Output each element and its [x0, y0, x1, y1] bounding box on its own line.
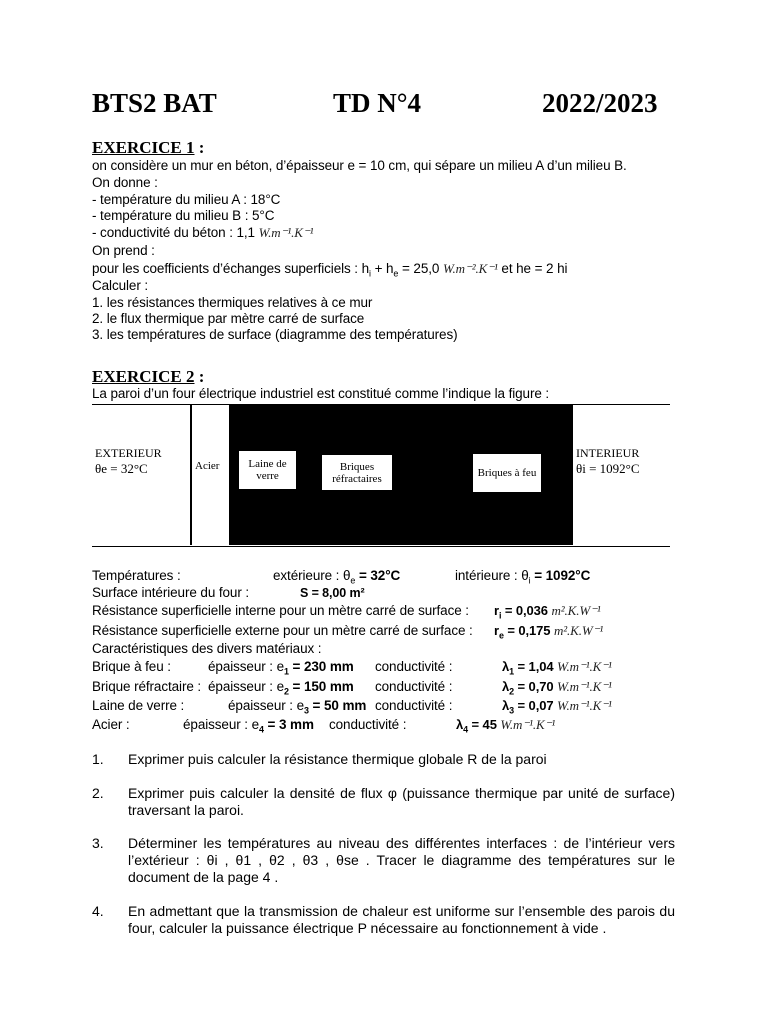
header-td-number: TD N°4 — [333, 88, 422, 118]
exercise-2-title-colon: : — [194, 367, 205, 386]
ex1-calculer: Calculer : — [92, 278, 149, 293]
temp-interior-text: intérieure : θ — [455, 568, 529, 583]
temp-exterior-sub: e — [350, 575, 356, 586]
material-conductivity-label: conductivité : — [329, 717, 407, 732]
temp-interior-value: = 1092°C — [530, 568, 591, 583]
lambda-symbol: λ — [502, 698, 510, 713]
thickness-sub: 2 — [284, 686, 289, 697]
fig-steel-label: Acier — [195, 460, 220, 472]
ex1-conductivity-unit: W.m⁻¹.K⁻¹ — [258, 225, 314, 240]
fig-refractory-box: Briques réfractaires — [322, 455, 392, 490]
temp-interior — [455, 568, 590, 586]
thickness-value: = 150 mm — [288, 679, 354, 694]
re-label: Résistance superficielle externe pour un mètre carré de surface : — [92, 623, 473, 638]
question-number: 3. — [92, 835, 104, 851]
ri-value: = 0,036 — [501, 603, 552, 618]
thickness-sub: 1 — [284, 666, 289, 677]
ex1-intro: on considère un mur en béton, d’épaisseur e = 10 cm, qui sépare un milieu A d’un milieu B. — [92, 158, 627, 173]
thickness-value: = 50 mm — [308, 698, 367, 713]
temp-exterior-value: = 32°C — [355, 568, 401, 583]
lambda-symbol: λ — [456, 717, 464, 732]
question-number: 2. — [92, 785, 104, 801]
material-thickness — [208, 679, 354, 697]
ex1-coefficients — [92, 261, 567, 279]
material-conductivity-label: conductivité : — [375, 659, 453, 674]
ex1-conductivity — [92, 225, 313, 241]
material-lambda — [502, 659, 612, 677]
ri-unit: m².K.W⁻¹ — [551, 603, 601, 618]
lambda-value: = 45 — [468, 717, 501, 732]
ex1-coef-d: et he = 2 hi — [497, 261, 568, 276]
lambda-symbol: λ — [502, 659, 510, 674]
exercise-1-title-colon: : — [194, 138, 205, 157]
thickness-label: épaisseur : e — [208, 659, 284, 674]
material-conductivity-label: conductivité : — [375, 698, 453, 713]
thickness-sub: 4 — [259, 724, 264, 735]
surface-value: S = 8,00 m² — [300, 586, 365, 600]
material-thickness — [208, 659, 354, 677]
question-text: Exprimer puis calculer la densité de flux φ (puissance thermique par unité de surface) traversant la paroi. — [128, 785, 675, 818]
material-lambda — [502, 698, 612, 716]
ex1-coef-a: pour les coefficients d’échanges superficiels : h — [92, 261, 370, 276]
lambda-unit: W.m⁻¹.K⁻¹ — [556, 698, 612, 713]
exercise-1-title-text: EXERCICE 1 — [92, 138, 195, 157]
lambda-value: = 1,04 — [514, 659, 557, 674]
ex1-question-1: 1. les résistances thermiques relatives à ce mur — [92, 295, 373, 310]
question-number: 1. — [92, 751, 104, 767]
lambda-unit: W.m⁻¹.K⁻¹ — [556, 659, 612, 674]
lambda-sub: 1 — [509, 666, 515, 677]
exercise-1-title — [92, 138, 204, 158]
material-name: Laine de verre : — [92, 698, 185, 713]
ex1-question-2: 2. le flux thermique par mètre carré de surface — [92, 311, 365, 326]
lambda-sub: 3 — [509, 705, 515, 716]
ex1-on-donne: On donne : — [92, 175, 158, 190]
temperatures-label: Températures : — [92, 568, 181, 583]
surface-label: Surface intérieure du four : — [92, 585, 250, 600]
ri-sub: i — [498, 610, 502, 621]
lambda-sub: 2 — [509, 686, 515, 697]
material-conductivity-label: conductivité : — [375, 679, 453, 694]
temp-exterior-text: extérieure : θ — [273, 568, 351, 583]
ri-value-line — [494, 603, 601, 621]
temp-exterior — [273, 568, 400, 586]
fig-interior-temp: θi = 1092°C — [576, 461, 640, 476]
ri-symbol: r — [494, 603, 499, 618]
thickness-value: = 3 mm — [263, 717, 314, 732]
material-lambda — [456, 717, 555, 735]
ex1-on-prend: On prend : — [92, 243, 155, 258]
question-text: En admettant que la transmission de chaleur est uniforme sur l’ensemble des parois du four, calculer la puissance électrique P nécessaire au fonctionnement à vide . — [128, 903, 675, 936]
lambda-unit: W.m⁻¹.K⁻¹ — [500, 717, 556, 732]
ex1-question-3: 3. les températures de surface (diagramme des températures) — [92, 327, 458, 342]
header-course: BTS2 BAT — [92, 88, 217, 118]
material-name: Brique à feu : — [92, 659, 171, 674]
question-text: Exprimer puis calculer la résistance thermique globale R de la paroi — [128, 751, 547, 767]
fig-interior-label: INTERIEUR — [576, 446, 640, 460]
thickness-label: épaisseur : e — [228, 698, 304, 713]
lambda-sub: 4 — [463, 724, 469, 735]
re-value-line — [494, 623, 603, 641]
materials-label: Caractéristiques des divers matériaux : — [92, 641, 322, 656]
thickness-sub: 3 — [304, 705, 309, 716]
ex1-coef-e: e — [393, 268, 399, 279]
lambda-value: = 0,70 — [514, 679, 557, 694]
fig-exterior-temp: θe = 32°C — [95, 461, 148, 476]
exercise-2-title-text: EXERCICE 2 — [92, 367, 195, 386]
re-value: = 0,175 — [503, 623, 554, 638]
material-thickness — [183, 717, 314, 735]
ex2-intro: La paroi d’un four électrique industriel est constitué comme l’indique la figure : — [92, 386, 550, 401]
thickness-label: épaisseur : e — [183, 717, 259, 732]
lambda-value: = 0,07 — [514, 698, 557, 713]
material-name: Brique réfractaire : — [92, 679, 202, 694]
ex1-temp-b: - température du milieu B : 5°C — [92, 208, 275, 223]
material-lambda — [502, 679, 612, 697]
re-symbol: r — [494, 623, 499, 638]
exercise-2-title — [92, 367, 204, 387]
material-name: Acier : — [92, 717, 130, 732]
header-year: 2022/2023 — [542, 88, 658, 118]
thickness-label: épaisseur : e — [208, 679, 284, 694]
fig-fire-brick-box: Briques à feu — [473, 454, 541, 492]
fig-exterior-label: EXTERIEUR — [95, 446, 162, 460]
lambda-unit: W.m⁻¹.K⁻¹ — [556, 679, 612, 694]
re-sub: e — [498, 630, 504, 641]
material-thickness — [228, 698, 366, 716]
ex1-coef-c: = 25,0 — [398, 261, 443, 276]
fig-glass-wool-box: Laine de verre — [239, 451, 296, 489]
ex1-coef-b: + h — [370, 261, 394, 276]
lambda-symbol: λ — [502, 679, 510, 694]
ex1-temp-a: - température du milieu A : 18°C — [92, 192, 281, 207]
re-unit: m².K.W⁻¹ — [553, 623, 604, 638]
steel-layer-line — [190, 404, 192, 545]
ri-label: Résistance superficielle interne pour un mètre carré de surface : — [92, 603, 469, 618]
temp-interior-sub: i — [528, 575, 531, 586]
ex1-coef-i: i — [369, 268, 371, 279]
question-number: 4. — [92, 903, 104, 919]
ex1-coef-unit: W.m⁻².K⁻¹ — [442, 261, 498, 276]
thickness-value: = 230 mm — [288, 659, 354, 674]
question-text: Déterminer les températures au niveau des différentes interfaces : de l’intérieur vers l’extérieur : θi , θ1 , θ2 , θ3 , θse . Tracer le diagramme des températures sur le document de la page 4 . — [128, 835, 675, 885]
ex1-conductivity-text: - conductivité du béton : 1,1 — [92, 225, 259, 240]
